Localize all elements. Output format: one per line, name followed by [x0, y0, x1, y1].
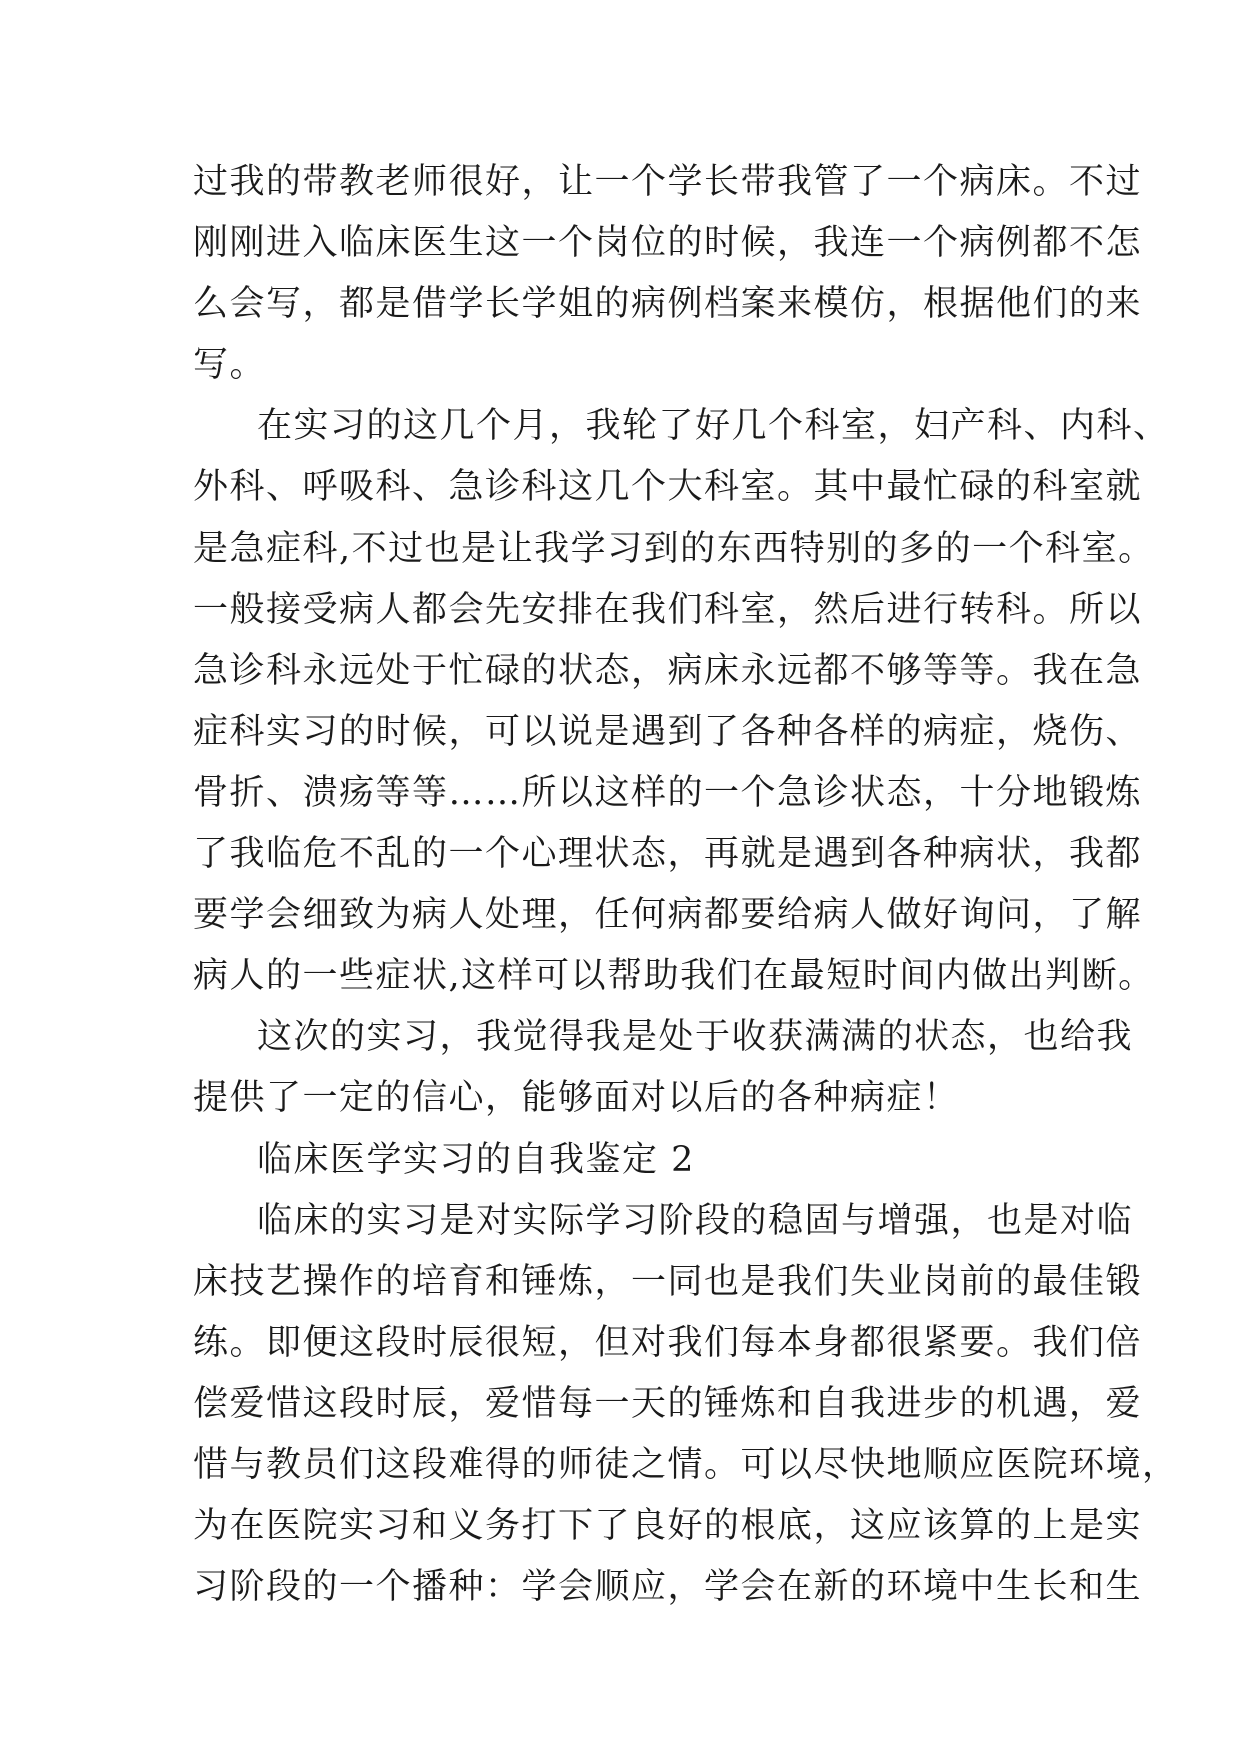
- text-line: 练。即便这段时辰很短，但对我们每本身都很紧要。我们倍: [193, 1322, 1143, 1363]
- text-line: 一般接受病人都会先安排在我们科室，然后进行转科。所以: [193, 589, 1143, 630]
- section-heading: 临床医学实习的自我鉴定 2: [257, 1139, 695, 1180]
- text-line: 要学会细致为病人处理，任何病都要给病人做好询问，了解: [193, 895, 1143, 936]
- text-line: 偿爱惜这段时辰，爱惜每一天的锤炼和自我进步的机遇，爱: [193, 1383, 1143, 1424]
- text-line: 过我的带教老师很好，让一个学长带我管了一个病床。不过: [193, 162, 1143, 202]
- text-line: 惜与教员们这段难得的师徒之情。可以尽快地顺应医院环境，: [193, 1444, 1179, 1485]
- paragraph-start-line: 临床的实习是对实际学习阶段的稳固与增强，也是对临: [257, 1200, 1134, 1241]
- paragraph-start-line: 在实习的这几个月，我轮了好几个科室，妇产科、内科、: [257, 406, 1170, 447]
- text-line: 是急症科,不过也是让我学习到的东西特别的多的一个科室。: [193, 528, 1155, 569]
- text-line: 骨折、溃疡等等……所以这样的一个急诊状态，十分地锻炼: [193, 772, 1143, 813]
- paragraph-start-line: 这次的实习，我觉得我是处于收获满满的状态，也给我: [257, 1017, 1134, 1058]
- text-line: 刚刚进入临床医生这一个岗位的时候，我连一个病例都不怎: [193, 223, 1143, 264]
- text-line: 症科实习的时候，可以说是遇到了各种各样的病症，烧伤、: [193, 711, 1143, 752]
- text-line: 写。: [193, 345, 267, 386]
- text-line: 么会写，都是借学长学姐的病例档案来模仿，根据他们的来: [193, 284, 1143, 325]
- text-line: 病人的一些症状,这样可以帮助我们在最短时间内做出判断。: [193, 956, 1155, 997]
- text-line: 急诊科永远处于忙碌的状态，病床永远都不够等等。我在急: [193, 650, 1143, 691]
- text-line: 习阶段的一个播种：学会顺应，学会在新的环境中生长和生: [193, 1567, 1143, 1608]
- document-body: [193, 152, 1179, 1618]
- text-line: 床技艺操作的培育和锤炼，一同也是我们失业岗前的最佳锻: [193, 1261, 1143, 1302]
- text-line: 了我临危不乱的一个心理状态，再就是遇到各种病状，我都: [193, 834, 1143, 875]
- text-line: 为在医院实习和义务打下了良好的根底，这应该算的上是实: [193, 1506, 1143, 1547]
- text-line: 提供了一定的信心，能够面对以后的各种病症！: [193, 1078, 960, 1119]
- text-line: 外科、呼吸科、急诊科这几个大科室。其中最忙碌的科室就: [193, 467, 1143, 508]
